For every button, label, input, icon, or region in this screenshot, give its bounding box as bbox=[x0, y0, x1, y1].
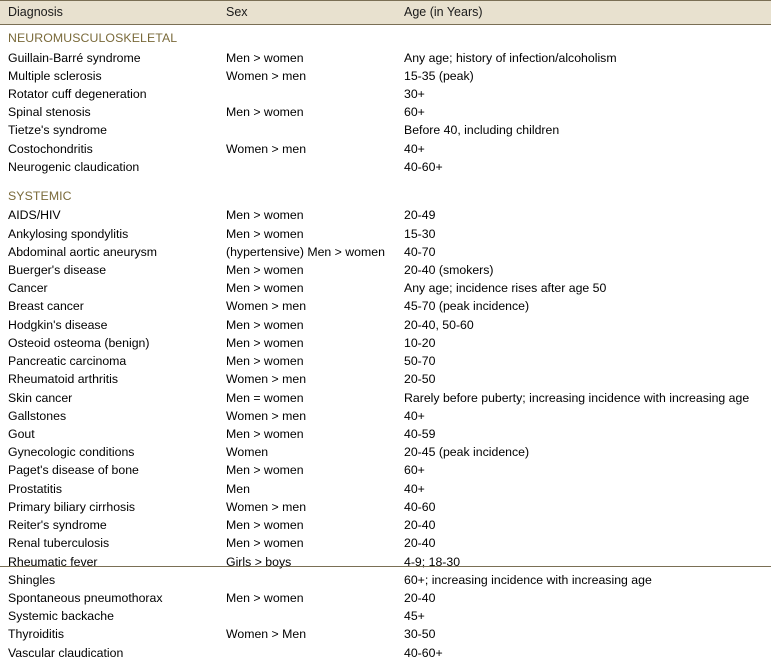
table-row bbox=[0, 389, 771, 407]
cell-age: 20-40 bbox=[404, 518, 436, 533]
cell-diagnosis: Buerger's disease bbox=[8, 263, 107, 277]
column-header-diagnosis: Diagnosis bbox=[0, 1, 218, 25]
cell-diagnosis: Spinal stenosis bbox=[8, 105, 91, 120]
table-row bbox=[0, 644, 771, 662]
cell-age: Rarely before puberty; increasing incidence with increasing age bbox=[404, 390, 750, 405]
cell-sex bbox=[218, 121, 396, 139]
cell-sex: Girls > boys bbox=[226, 554, 292, 569]
section-heading-row bbox=[0, 183, 771, 206]
cell-sex bbox=[218, 158, 396, 176]
table-row bbox=[0, 516, 771, 534]
cell-diagnosis: Abdominal aortic aneurysm bbox=[8, 244, 157, 259]
cell-age: 40-60+ bbox=[404, 159, 443, 174]
table-row bbox=[0, 334, 771, 352]
cell-age: 30-50 bbox=[404, 627, 436, 642]
section-heading: SYSTEMIC bbox=[8, 189, 72, 204]
cell-sex: Men > women bbox=[226, 105, 304, 120]
cell-age: 40-70 bbox=[404, 244, 436, 259]
table-row bbox=[0, 553, 771, 571]
table-row bbox=[0, 480, 771, 498]
cell-diagnosis: Breast cancer bbox=[8, 299, 84, 314]
cell-sex bbox=[218, 644, 396, 662]
section-heading-row bbox=[0, 25, 771, 49]
table-row bbox=[0, 498, 771, 516]
cell-age: 40-59 bbox=[404, 426, 436, 441]
table-row bbox=[0, 316, 771, 334]
table-row bbox=[0, 589, 771, 607]
table-row bbox=[0, 121, 771, 139]
bottom-divider bbox=[0, 566, 771, 567]
cell-age: 60+ bbox=[404, 105, 425, 120]
cell-diagnosis: Prostatitis bbox=[8, 481, 62, 496]
cell-diagnosis: Paget's disease of bone bbox=[8, 463, 139, 478]
cell-sex: Men > women bbox=[226, 426, 304, 441]
cell-age: Any age; history of infection/alcoholism bbox=[404, 50, 617, 65]
cell-sex: Men > women bbox=[226, 354, 304, 369]
cell-age: 15-30 bbox=[404, 226, 436, 241]
cell-sex: Women > men bbox=[226, 408, 307, 423]
cell-age: 60+; increasing incidence with increasing age bbox=[404, 572, 652, 587]
cell-age: 50-70 bbox=[404, 354, 436, 369]
cell-sex: Men > women bbox=[226, 226, 304, 241]
cell-diagnosis: Reiter's syndrome bbox=[8, 518, 107, 533]
cell-diagnosis: Gout bbox=[8, 426, 35, 441]
cell-diagnosis: Renal tuberculosis bbox=[8, 536, 110, 551]
cell-sex: Women > men bbox=[226, 499, 307, 514]
table-row bbox=[0, 407, 771, 425]
table-header bbox=[0, 1, 771, 25]
table-row bbox=[0, 103, 771, 121]
cell-sex: Men bbox=[226, 481, 250, 496]
cell-sex: Men > women bbox=[226, 317, 304, 332]
cell-diagnosis: Shingles bbox=[8, 572, 56, 587]
cell-diagnosis: Rheumatic fever bbox=[8, 554, 98, 569]
cell-diagnosis: Spontaneous pneumothorax bbox=[8, 590, 163, 605]
table-row bbox=[0, 261, 771, 279]
cell-sex: Men > women bbox=[226, 281, 304, 296]
cell-diagnosis: Neurogenic claudication bbox=[8, 159, 140, 174]
cell-age: 20-40 (smokers) bbox=[404, 263, 494, 277]
cell-sex: Men > women bbox=[226, 463, 304, 478]
cell-age: 20-40, 50-60 bbox=[404, 317, 474, 332]
cell-diagnosis: AIDS/HIV bbox=[8, 208, 61, 223]
table-row bbox=[0, 461, 771, 479]
cell-age: 40+ bbox=[404, 408, 425, 423]
cell-diagnosis: Osteoid osteoma (benign) bbox=[8, 335, 150, 350]
cell-sex: Women > men bbox=[226, 68, 307, 83]
cell-sex: Men > women bbox=[226, 50, 304, 65]
table-row bbox=[0, 140, 771, 158]
cell-sex: Women bbox=[226, 445, 269, 460]
cell-diagnosis: Costochondritis bbox=[8, 141, 93, 156]
cell-age: 20-50 bbox=[404, 372, 436, 387]
cell-age: Before 40, including children bbox=[404, 123, 560, 138]
cell-age: 45+ bbox=[404, 609, 425, 624]
table-row bbox=[0, 67, 771, 85]
cell-diagnosis: Multiple sclerosis bbox=[8, 68, 102, 83]
cell-age: 40+ bbox=[404, 481, 425, 496]
cell-sex: Men > women bbox=[226, 335, 304, 350]
cell-diagnosis: Rheumatoid arthritis bbox=[8, 372, 119, 387]
table-row bbox=[0, 297, 771, 315]
cell-diagnosis: Skin cancer bbox=[8, 390, 73, 405]
cell-diagnosis: Thyroiditis bbox=[8, 627, 65, 642]
cell-age: 20-45 (peak incidence) bbox=[404, 445, 530, 460]
cell-diagnosis: Systemic backache bbox=[8, 609, 114, 624]
cell-age: 40-60+ bbox=[404, 645, 443, 660]
table-row bbox=[0, 571, 771, 589]
cell-diagnosis: Tietze's syndrome bbox=[8, 123, 107, 138]
cell-age: 40-60 bbox=[404, 499, 436, 514]
cell-sex bbox=[218, 571, 396, 589]
cell-sex: Men > women bbox=[226, 590, 304, 605]
column-header-sex: Sex bbox=[218, 1, 396, 25]
table-row bbox=[0, 49, 771, 67]
cell-sex: Men > women bbox=[226, 208, 304, 223]
section-spacer-cell bbox=[0, 176, 771, 183]
table-row bbox=[0, 158, 771, 176]
table-row bbox=[0, 370, 771, 388]
cell-diagnosis: Gallstones bbox=[8, 408, 67, 423]
cell-diagnosis: Cancer bbox=[8, 281, 48, 296]
cell-age: 45-70 (peak incidence) bbox=[404, 299, 530, 314]
cell-age: 20-40 bbox=[404, 536, 436, 551]
table-row bbox=[0, 443, 771, 461]
table-row bbox=[0, 534, 771, 552]
table-header-row bbox=[0, 1, 771, 25]
cell-age: 40+ bbox=[404, 141, 425, 156]
cell-age: 20-40 bbox=[404, 590, 436, 605]
cell-age: 20-49 bbox=[404, 208, 436, 223]
cell-diagnosis: Ankylosing spondylitis bbox=[8, 226, 129, 241]
table-row bbox=[0, 206, 771, 224]
cell-sex: Women > Men bbox=[226, 627, 307, 642]
table-row bbox=[0, 625, 771, 643]
cell-sex: Men = women bbox=[226, 390, 304, 405]
cell-sex: Men > women bbox=[226, 263, 304, 277]
cell-diagnosis: Guillain-Barré syndrome bbox=[8, 50, 141, 65]
cell-age: 15-35 (peak) bbox=[404, 68, 474, 83]
table-row bbox=[0, 279, 771, 297]
cell-age: 10-20 bbox=[404, 335, 436, 350]
cell-diagnosis: Pancreatic carcinoma bbox=[8, 354, 127, 369]
column-header-age: Age (in Years) bbox=[396, 1, 771, 25]
cell-diagnosis: Hodgkin's disease bbox=[8, 317, 108, 332]
cell-age: 4-9; 18-30 bbox=[404, 554, 461, 569]
cell-age: Any age; incidence rises after age 50 bbox=[404, 281, 607, 296]
table-row bbox=[0, 243, 771, 261]
cell-age: 60+ bbox=[404, 463, 425, 478]
table-row bbox=[0, 85, 771, 103]
table-row bbox=[0, 607, 771, 625]
cell-sex: Men > women bbox=[226, 518, 304, 533]
cell-diagnosis: Rotator cuff degeneration bbox=[8, 87, 147, 102]
cell-diagnosis: Vascular claudication bbox=[8, 645, 124, 660]
cell-sex bbox=[218, 607, 396, 625]
cell-sex: Women > men bbox=[226, 299, 307, 314]
cell-age: 30+ bbox=[404, 87, 425, 102]
table-row bbox=[0, 225, 771, 243]
section-spacer bbox=[0, 176, 771, 183]
cell-sex: Women > men bbox=[226, 141, 307, 156]
table-row bbox=[0, 425, 771, 443]
cell-sex: Women > men bbox=[226, 372, 307, 387]
cell-diagnosis: Primary biliary cirrhosis bbox=[8, 499, 136, 514]
cell-diagnosis: Gynecologic conditions bbox=[8, 445, 135, 460]
section-heading: NEUROMUSCULOSKELETAL bbox=[8, 31, 178, 46]
table-row bbox=[0, 352, 771, 370]
cell-sex bbox=[218, 85, 396, 103]
cell-sex: Men > women bbox=[226, 536, 304, 551]
cell-sex: (hypertensive) Men > women bbox=[226, 244, 385, 259]
